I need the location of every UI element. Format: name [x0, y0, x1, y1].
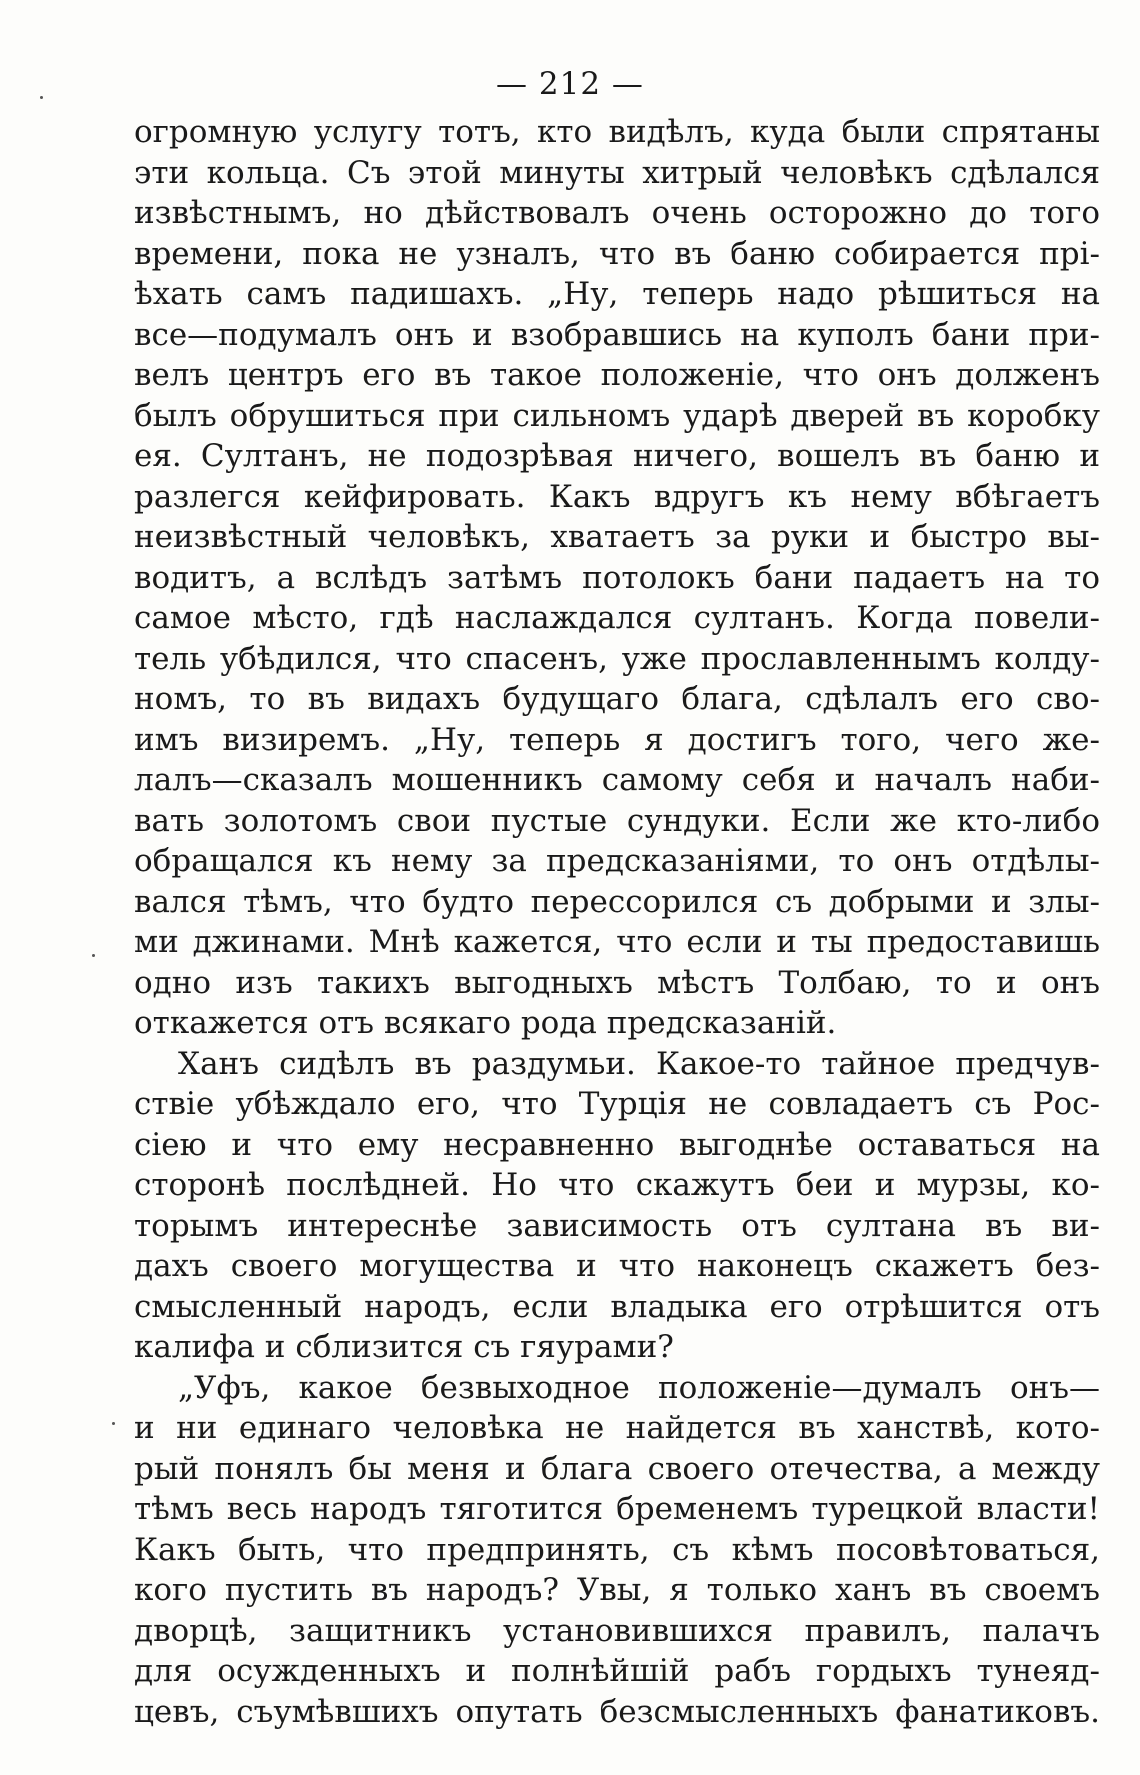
text-line: Ханъ сидѣлъ въ раздумьи. Какое-то тайное предчув- [178, 1045, 1100, 1082]
text-line: извѣстнымъ, но дѣйствовалъ очень осторожно до того [134, 195, 1100, 231]
text-line: сіею и что ему несравненно выгоднѣе оставаться на [134, 1126, 1100, 1163]
text-line: ѣхать самъ падишахъ. „Ну, теперь надо рѣшиться на [134, 276, 1100, 312]
text-line: ея. Султанъ, не подозрѣвая ничего, вошелъ въ баню и [134, 438, 1100, 474]
text-line: сторонѣ послѣдней. Но что скажутъ беи и мурзы, ко- [134, 1167, 1100, 1203]
body-text [134, 112, 1100, 1732]
text-line: смысленный народъ, если владыка его отрѣшится отъ [134, 1288, 1100, 1325]
paragraph-1 [134, 112, 1100, 1044]
text-line: имъ визиремъ. „Ну, теперь я достигъ того, чего же- [134, 721, 1100, 758]
text-line: откажется отъ всякаго рода предсказаній. [134, 1005, 837, 1041]
text-line: неизвѣстный человѣкъ, хватаетъ за руки и быстро вы- [134, 519, 1100, 555]
text-line: номъ, то въ видахъ будущаго блага, сдѣлалъ его сво- [134, 681, 1100, 717]
text-line: все—подумалъ онъ и взобравшись на куполъ бани при- [134, 316, 1100, 353]
text-line: вать золотомъ свои пустые сундуки. Если же кто-либо [134, 802, 1100, 839]
text-line: дахъ своего могущества и что наконецъ скажетъ без- [134, 1248, 1100, 1284]
text-line: времени, пока не узналъ, что въ баню собирается прі- [134, 235, 1100, 272]
text-line: лалъ—сказалъ мошенникъ самому себя и началъ наби- [134, 762, 1100, 798]
print-speck [92, 954, 95, 957]
text-line: эти кольца. Съ этой минуты хитрый человѣкъ сдѣлался [134, 154, 1100, 191]
page-number: — 212 — [496, 66, 644, 102]
text-line: ми джинами. Мнѣ кажется, что если и ты предоставишь [134, 924, 1100, 960]
text-line: тель убѣдился, что спасенъ, уже прославленнымъ колду- [134, 640, 1100, 677]
text-line: ствіе убѣждало его, что Турція не совладаетъ съ Рос- [134, 1086, 1100, 1122]
text-line: огромную услугу тотъ, кто видѣлъ, куда были спрятаны [134, 114, 1100, 150]
paragraph-2 [134, 1044, 1100, 1368]
text-line: былъ обрушиться при сильномъ ударѣ дверей въ коробку [134, 397, 1100, 434]
text-line: тѣмъ весь народъ тяготится бременемъ турецкой власти! [134, 1491, 1100, 1527]
paragraph-3 [134, 1368, 1100, 1733]
text-line: „Уфъ, какое безвыходное положеніе—думалъ онъ— [178, 1369, 1100, 1406]
text-line: обращался къ нему за предсказаніями, то онъ отдѣлы- [134, 843, 1100, 879]
text-line: Какъ быть, что предпринять, съ кѣмъ посовѣтоваться, [134, 1531, 1100, 1568]
print-speck [112, 1422, 115, 1425]
text-line: велъ центръ его въ такое положеніе, что онъ долженъ [134, 357, 1100, 393]
text-line: вался тѣмъ, что будто перессорился съ добрыми и злы- [134, 883, 1100, 920]
text-line: цевъ, съумѣвшихъ опутать безсмысленныхъ фанатиковъ. [134, 1693, 1100, 1730]
text-line: самое мѣсто, гдѣ наслаждался султанъ. Когда повели- [134, 600, 1100, 636]
text-line: и ни единаго человѣка не найдется въ ханствѣ, кото- [134, 1410, 1100, 1446]
text-line: разлегся кейфировать. Какъ вдругъ къ нему вбѣгаетъ [134, 478, 1100, 515]
text-line: для осужденныхъ и полнѣйшій рабъ гордыхъ тунеяд- [134, 1653, 1100, 1689]
text-line: торымъ интереснѣе зависимость отъ султана въ ви- [134, 1207, 1100, 1244]
text-line: кого пустить въ народъ? Увы, я только ханъ въ своемъ [134, 1572, 1100, 1608]
text-line: рый понялъ бы меня и блага своего отечества, а между [134, 1450, 1100, 1487]
text-line: дворцѣ, защитникъ установившихся правилъ, палачъ [134, 1612, 1100, 1649]
text-line: водитъ, а вслѣдъ затѣмъ потолокъ бани падаетъ на то [134, 559, 1100, 596]
print-speck [40, 96, 43, 99]
text-line: одно изъ такихъ выгодныхъ мѣстъ Толбаю, то и онъ [134, 964, 1100, 1001]
text-line: калифа и сблизится съ гяурами? [134, 1329, 674, 1365]
